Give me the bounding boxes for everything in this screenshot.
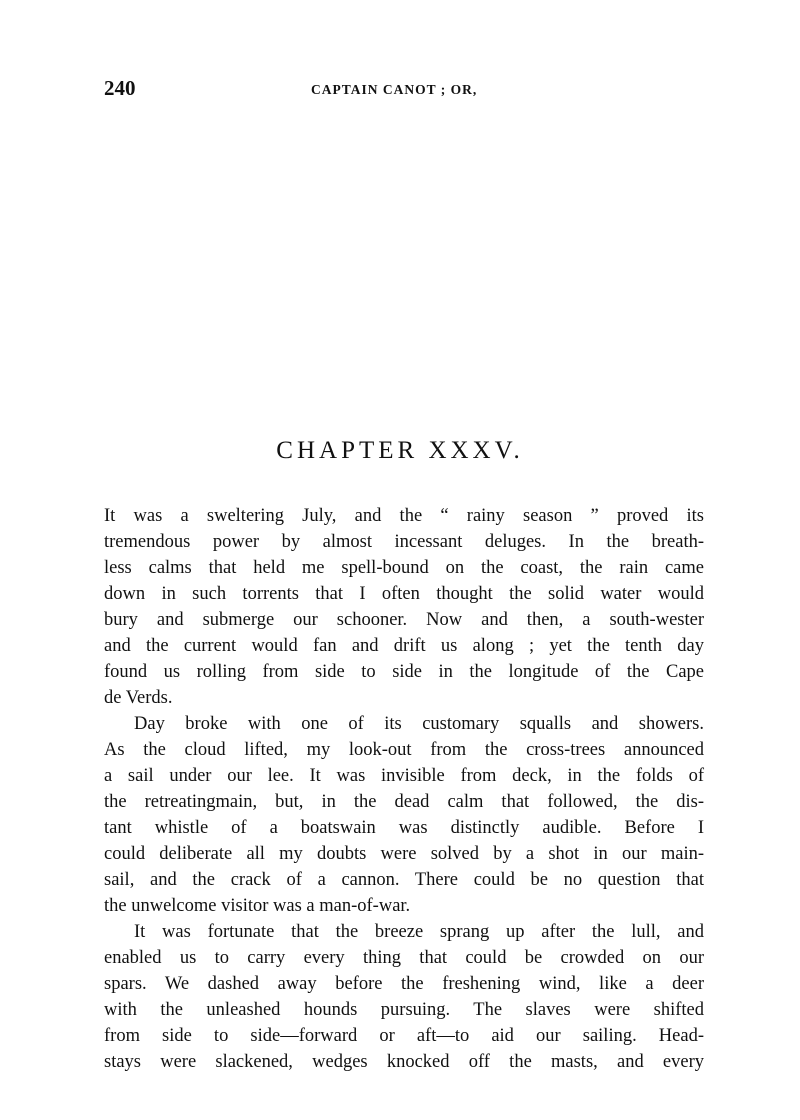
text-line: tant whistle of a boatswain was distinctly audible. Before I xyxy=(104,818,704,838)
page-number: 240 xyxy=(104,76,136,100)
running-head: CAPTAIN CANOT ; OR, xyxy=(311,82,478,97)
text-line: less calms that held me spell-bound on the coast, the rain came xyxy=(104,558,704,578)
text-line: sail, and the crack of a cannon. There could be no question that xyxy=(104,870,704,890)
text-line: the retreatingmain, but, in the dead calm that followed, the dis- xyxy=(104,792,704,812)
text-line: could deliberate all my doubts were solved by a shot in our main- xyxy=(104,844,704,864)
text-line: de Verds. xyxy=(104,688,173,708)
text-line: the unwelcome visitor was a man-of-war. xyxy=(104,896,411,916)
text-line: down in such torrents that I often thought the solid water would xyxy=(104,584,704,604)
text-line: It was fortunate that the breeze sprang up after the lull, and xyxy=(134,922,704,942)
text-line: stays were slackened, wedges knocked off the masts, and every xyxy=(104,1052,704,1072)
text-line: bury and submerge our schooner. Now and then, a south-wester xyxy=(104,610,704,630)
text-line: found us rolling from side to side in the longitude of the Cape xyxy=(104,662,704,682)
text-line: and the current would fan and drift us along ; yet the tenth day xyxy=(104,636,704,656)
text-line: Day broke with one of its customary squalls and showers. xyxy=(134,714,704,734)
text-line: It was a sweltering July, and the “ rainy season ” proved its xyxy=(104,506,704,526)
chapter-title: CHAPTER XXXV. xyxy=(276,437,524,464)
text-line: tremendous power by almost incessant deluges. In the breath- xyxy=(104,532,704,552)
text-line: spars. We dashed away before the freshening wind, like a deer xyxy=(104,974,704,994)
text-line: from side to side—forward or aft—to aid our sailing. Head- xyxy=(104,1026,704,1046)
text-line: with the unleashed hounds pursuing. The slaves were shifted xyxy=(104,1000,704,1020)
text-line: enabled us to carry every thing that could be crowded on our xyxy=(104,948,704,968)
text-line: a sail under our lee. It was invisible from deck, in the folds of xyxy=(104,766,704,786)
text-line: As the cloud lifted, my look-out from the cross-trees announced xyxy=(104,740,704,760)
body-text xyxy=(104,503,704,1075)
